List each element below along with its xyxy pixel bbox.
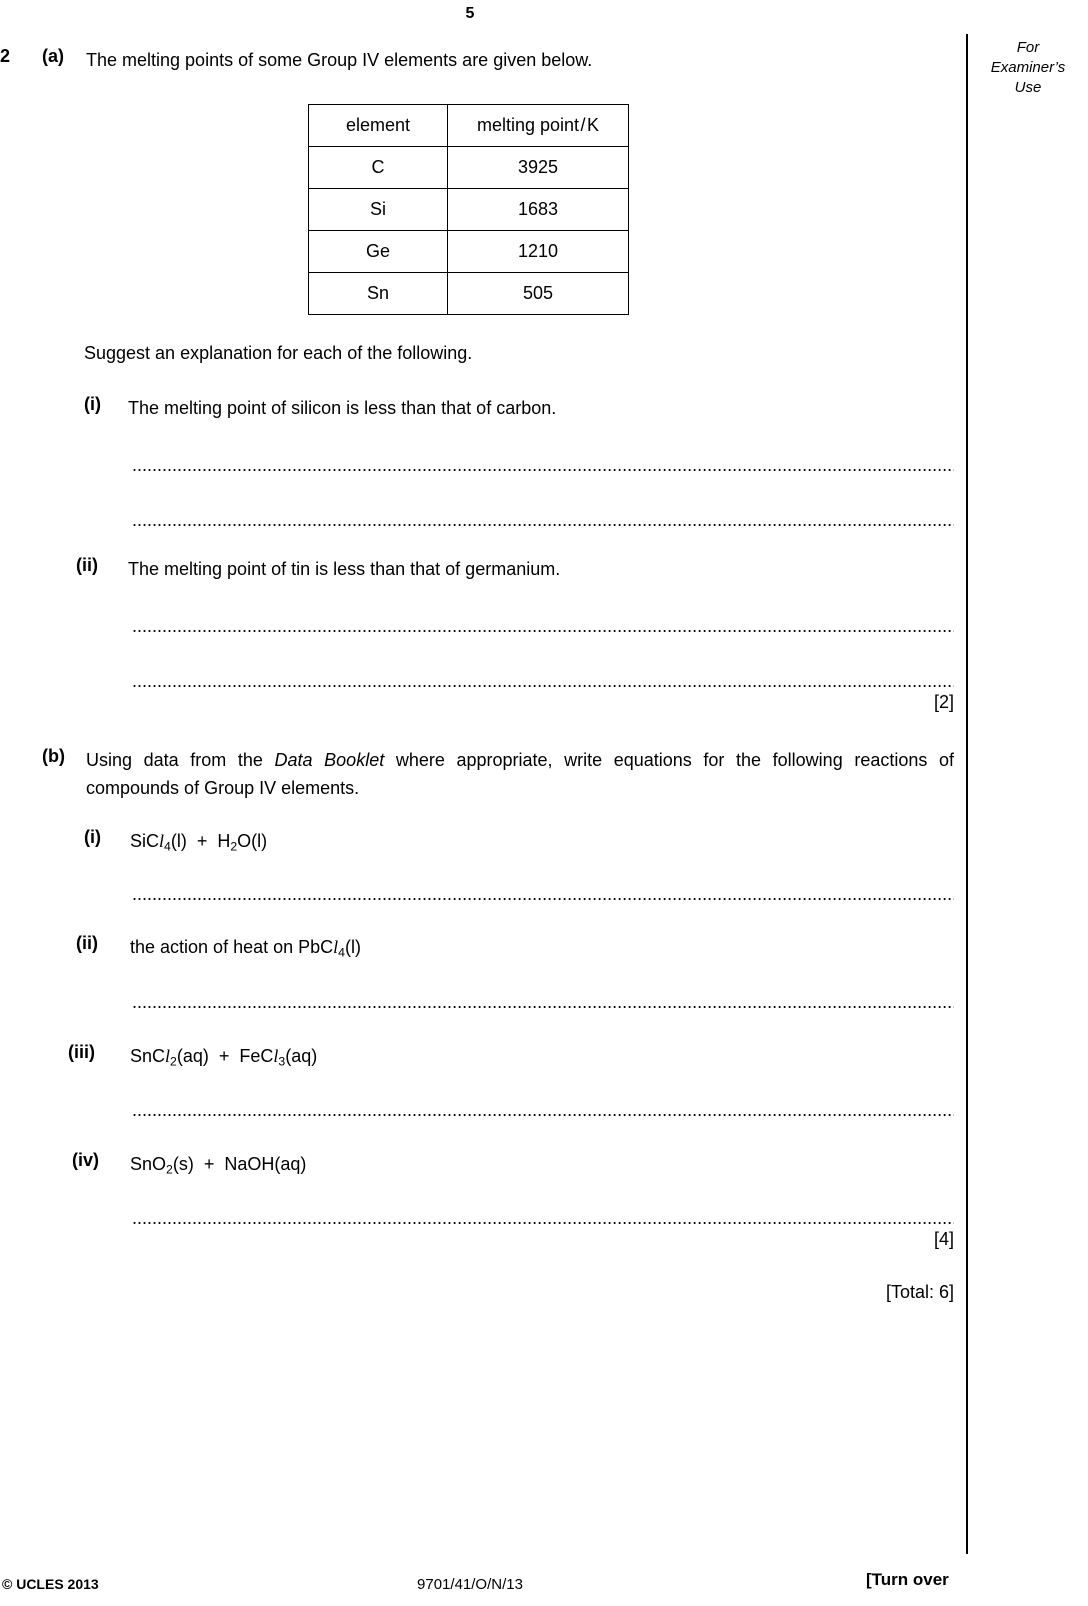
- table-header-row: [309, 105, 629, 147]
- table-header-melting-point: melting point / K: [448, 105, 629, 147]
- part-b-item-iii-label: (iii): [68, 1042, 95, 1062]
- table-row: [309, 273, 629, 315]
- chlorine-symbol: l: [159, 831, 165, 851]
- table-cell-element: Sn: [309, 273, 448, 315]
- table-row: [309, 231, 629, 273]
- examiner-label-line-1: For: [1016, 39, 1040, 56]
- table-cell-element: Ge: [309, 231, 448, 273]
- answer-line[interactable]: [132, 992, 954, 1012]
- answer-line[interactable]: [132, 1100, 954, 1120]
- examiner-label-line-2: Examiner’s: [990, 59, 1066, 76]
- part-b-item-iv-label: (iv): [72, 1150, 99, 1170]
- part-a-item-i-label: (i): [84, 394, 101, 414]
- table-row: [309, 147, 629, 189]
- part-b-stem-pre: Using data from the: [86, 750, 275, 770]
- part-a-instruction: Suggest an explanation for each of the following.: [84, 343, 473, 363]
- chlorine-symbol: l: [165, 1046, 171, 1066]
- data-booklet-reference: Data Booklet: [274, 750, 385, 770]
- part-b-item-iii-equation: SnCl$_2$(aq) + FeCl$_3$(aq): [130, 1046, 318, 1069]
- footer-paper-code: 9701/41/O/N/13: [417, 1576, 523, 1593]
- answer-line[interactable]: [132, 616, 954, 636]
- question-total-marks: [Total: 6]: [885, 1282, 954, 1302]
- answer-line[interactable]: [132, 455, 954, 475]
- part-b-stem: [86, 746, 954, 802]
- part-b-item-i-label: (i): [84, 827, 101, 847]
- table-cell-element: Si: [309, 189, 448, 231]
- footer-copyright: © UCLES 2013: [2, 1576, 99, 1592]
- part-b-item-iv-equation: SnO$_2$(s) + NaOH(aq): [130, 1154, 307, 1177]
- table-cell-element: C: [309, 147, 448, 189]
- table-cell-melting-point: 1210: [448, 231, 629, 273]
- part-b-stem-post: where appropriate, write equations for the following: [384, 750, 843, 770]
- page-number: 5: [465, 5, 475, 22]
- part-b-label: (b): [42, 746, 65, 766]
- answer-line[interactable]: [132, 671, 954, 691]
- part-a-item-ii-label: (ii): [76, 555, 98, 575]
- table-row: [309, 189, 629, 231]
- table-header-element: element: [309, 105, 448, 147]
- examiner-column-divider: [966, 34, 968, 1554]
- part-b-item-ii-equation: the action of heat on PbCl$_4$(l): [130, 937, 361, 960]
- part-a-stem: The melting points of some Group IV elements are given below.: [86, 50, 593, 70]
- part-a-item-i-text: The melting point of silicon is less than that of carbon.: [128, 398, 557, 418]
- chlorine-symbol: l: [333, 937, 339, 957]
- part-b-stem-line2: reactions of compounds of Group IV elements.: [86, 750, 954, 798]
- footer-turn-over: [Turn over: [866, 1570, 949, 1589]
- answer-line[interactable]: [132, 510, 954, 530]
- melting-point-table: [308, 104, 629, 315]
- part-a-item-ii-text: The melting point of tin is less than that of germanium.: [128, 559, 561, 579]
- table-cell-melting-point: 1683: [448, 189, 629, 231]
- question-number: 2: [0, 46, 11, 66]
- answer-line[interactable]: [132, 1208, 954, 1228]
- part-b-item-ii-label: (ii): [76, 933, 98, 953]
- part-a-marks: [2]: [933, 692, 954, 712]
- table-cell-melting-point: 3925: [448, 147, 629, 189]
- part-b-marks: [4]: [933, 1229, 954, 1249]
- part-b-item-i-equation: SiCl$_4$(l) + $H_2O(l)$: [130, 831, 268, 854]
- part-a-label: (a): [42, 46, 64, 66]
- answer-line[interactable]: [132, 884, 954, 904]
- table-cell-melting-point: 505: [448, 273, 629, 315]
- chlorine-symbol: l: [273, 1046, 279, 1066]
- examiner-label-line-3: Use: [1014, 79, 1042, 96]
- for-examiner-use-label: [972, 38, 1084, 98]
